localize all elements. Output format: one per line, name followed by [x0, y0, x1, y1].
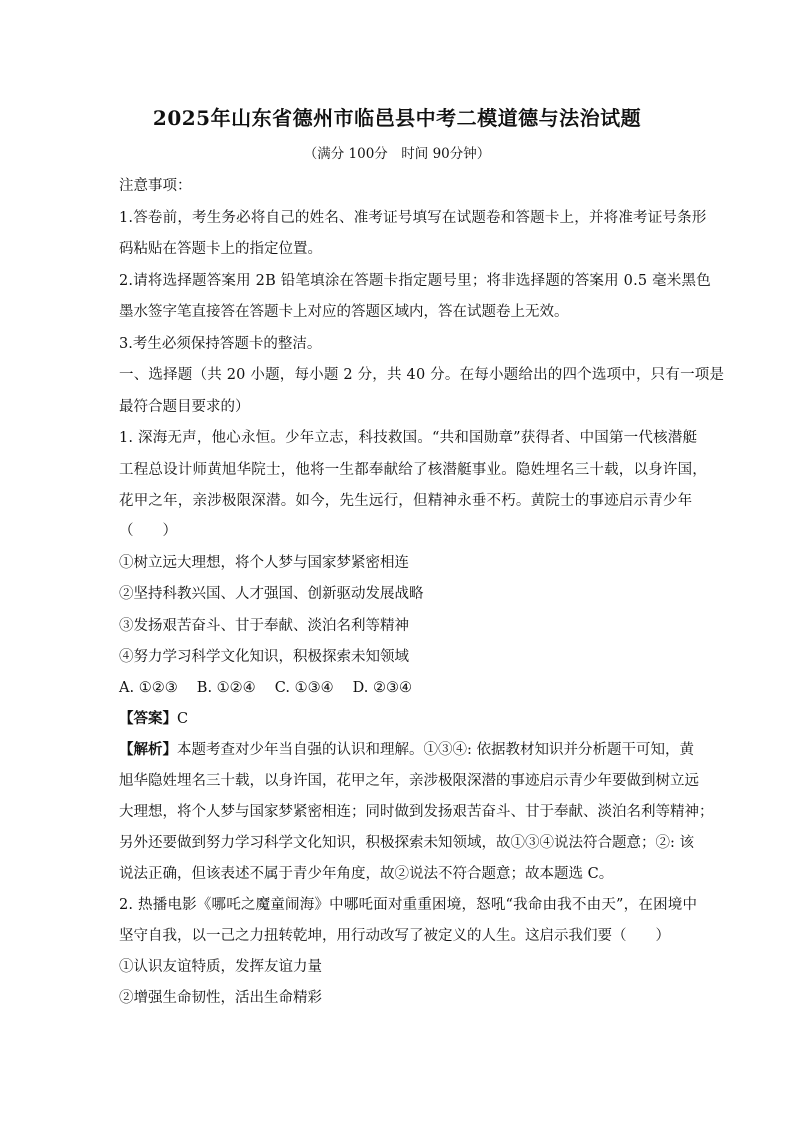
question-1-option: ①树立远大理想，将个人梦与国家梦紧密相连	[119, 555, 409, 571]
page-title: 2025年山东省德州市临邑县中考二模道德与法治试题	[152, 106, 642, 130]
question-1-option: ④努力学习科学文化知识，积极探索未知领域	[119, 649, 409, 665]
notice-item: 3.考生必须保持答题卡的整洁。	[119, 336, 322, 352]
notice-item: 2.请将选择题答案用 2B 铅笔填涂在答题卡指定题号里；将非选择题的答案用 0.5 毫米黑色	[119, 273, 711, 289]
question-1-text: 花甲之年，亲涉极限深潜。如今，先生远行，但精神永垂不朽。黄院士的事迹启示青少年	[119, 493, 693, 509]
question-1-option: ③发扬艰苦奋斗、甘于奉献、淡泊名利等精神	[119, 618, 409, 634]
question-1-analysis	[119, 739, 694, 761]
answer-label: 【答案】	[119, 710, 177, 727]
question-1-analysis: 大理想，将个人梦与国家梦紧密相连；同时做到发扬艰苦奋斗、甘于奉献、淡泊名利等精神；	[119, 804, 714, 820]
question-1-text: 1. 深海无声，他心永恒。少年立志，科技救国。“共和国勋章”获得者、中国第一代核潜艇	[119, 430, 698, 446]
question-1-analysis: 另外还要做到努力学习科学文化知识，积极探索未知领域，故①③④说法符合题意；②: 该	[119, 835, 694, 851]
analysis-label: 【解析】	[119, 741, 177, 758]
question-1-answer	[119, 708, 188, 730]
question-1-text: 工程总设计师黄旭华院士，他将一生都奉献给了核潜艇事业。隐姓埋名三十载，以身许国，	[119, 462, 707, 478]
question-1-blank: （ ）	[119, 523, 177, 539]
notice-item: 码粘贴在答题卡上的指定位置。	[119, 241, 322, 257]
notice-heading: 注意事项：	[119, 178, 192, 194]
question-1-choices: A. ①②③ B. ①②④ C. ①③④ D. ②③④	[119, 680, 413, 696]
section-heading-cont: 最符合题目要求的）	[119, 399, 250, 415]
section-heading: 一、选择题（共 20 小题，每小题 2 分，共 40 分。在每小题给出的四个选项中，只有一项是	[119, 367, 725, 383]
analysis-text: 本题考查对少年当自强的认识和理解。①③④: 依据教材知识并分析题干可知，黄	[177, 742, 694, 758]
question-2-option: ①认识友谊特质，发挥友谊力量	[119, 959, 322, 975]
question-2-text: 坚守自我，以一己之力扭转乾坤，用行动改写了被定义的人生。这启示我们要（ ）	[119, 928, 670, 944]
question-2-option: ②增强生命韧性，活出生命精彩	[119, 990, 322, 1006]
question-1-analysis: 旭华隐姓埋名三十载，以身许国，花甲之年，亲涉极限深潜的事迹启示青少年要做到树立远	[119, 773, 699, 789]
notice-item: 1.答卷前，考生务必将自己的姓名、准考证号填写在试题卷和答题卡上，并将准考证号条形	[119, 210, 707, 226]
question-1-option: ②坚持科教兴国、人才强国、创新驱动发展战略	[119, 586, 424, 602]
question-2-text: 2. 热播电影《哪吒之魔童闹海》中哪吒面对重重困境，怒吼“我命由我不由天”，在困境中	[119, 897, 698, 913]
question-1-analysis: 说法正确，但该表述不属于青少年角度，故②说法不符合题意；故本题选 C。	[119, 866, 614, 882]
answer-value: C	[177, 711, 189, 727]
notice-item: 墨水签字笔直接答在答题卡上对应的答题区域内，答在试题卷上无效。	[119, 304, 569, 320]
exam-subtitle: （满分 100分 时间 90分钟）	[303, 146, 491, 162]
